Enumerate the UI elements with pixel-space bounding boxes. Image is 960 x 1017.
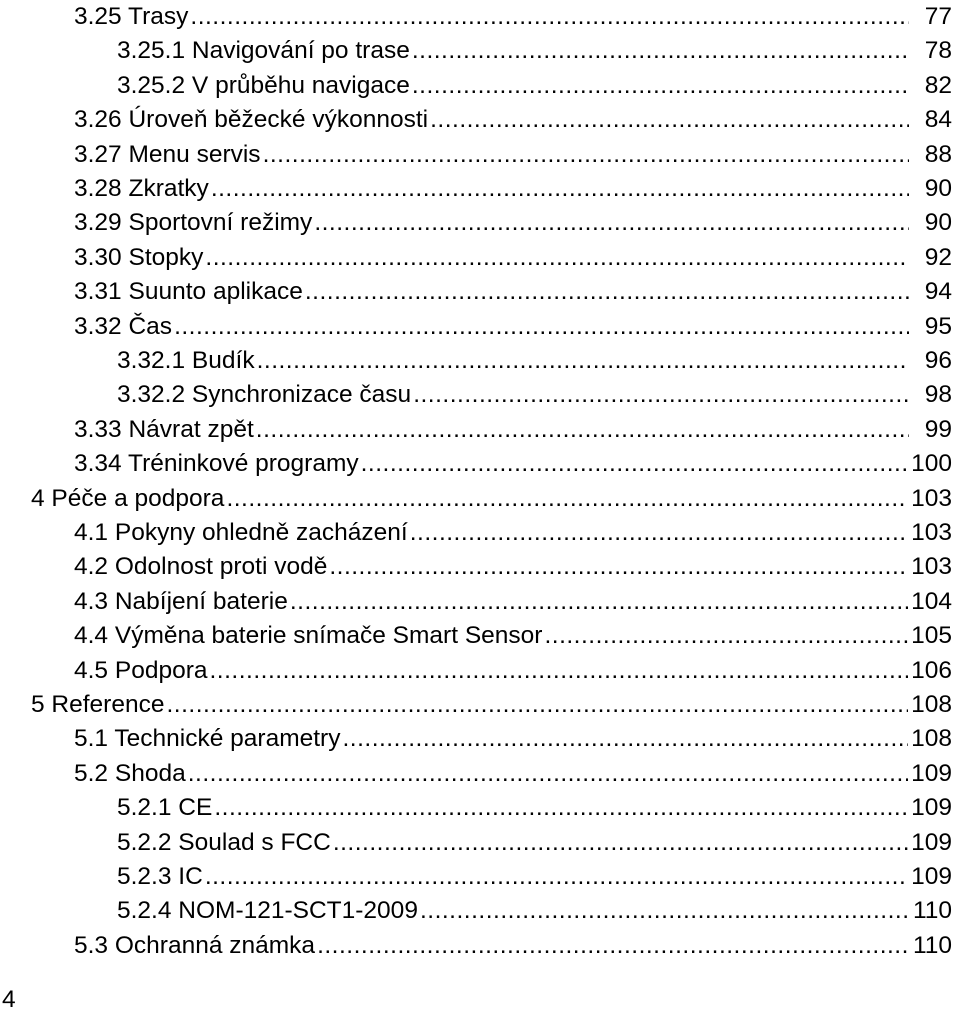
toc-dot-leader xyxy=(205,860,908,894)
toc-entry-page: 109 xyxy=(911,828,952,856)
toc-entry[interactable] xyxy=(74,172,952,206)
toc-entry-title: 3.27 Menu servis xyxy=(74,140,261,168)
toc-entry-title: 5 Reference xyxy=(31,691,165,718)
toc-entry-page: 96 xyxy=(924,347,952,374)
toc-entry[interactable] xyxy=(31,482,952,516)
toc-entry-title: 3.32.1 Budík xyxy=(117,347,255,374)
toc-dot-leader xyxy=(226,482,908,516)
toc-entry-page: 77 xyxy=(924,3,952,30)
toc-entry-title: 3.32 Čas xyxy=(74,312,173,340)
toc-entry[interactable] xyxy=(74,516,952,550)
toc-entry-page: 98 xyxy=(924,381,952,409)
toc-dot-leader xyxy=(412,34,909,68)
toc-entry-page: 82 xyxy=(924,71,952,99)
toc-entry-title: 5.3 Ochranná známka xyxy=(74,931,316,959)
toc-dot-leader xyxy=(214,791,908,825)
toc-dot-leader xyxy=(205,241,909,275)
toc-entry-page: 106 xyxy=(911,656,952,684)
toc-entry-title: 5.1 Technické parametry xyxy=(74,725,341,753)
toc-dot-leader xyxy=(412,69,909,103)
toc-dot-leader xyxy=(174,310,909,344)
toc-dot-leader xyxy=(317,929,909,963)
toc-entry[interactable] xyxy=(117,378,952,412)
toc-entry[interactable] xyxy=(74,138,952,172)
toc-dot-leader xyxy=(329,550,908,584)
toc-entry-page: 99 xyxy=(924,415,952,443)
toc-entry-page: 103 xyxy=(911,553,952,581)
toc-entry-title: 4.1 Pokyny ohledně zacházení xyxy=(74,519,408,546)
toc-entry-page: 109 xyxy=(911,759,952,787)
toc-dot-leader xyxy=(210,654,909,688)
toc-entry[interactable] xyxy=(74,585,952,619)
toc-entry[interactable] xyxy=(74,206,952,240)
toc-entry-title: 4.4 Výměna baterie snímače Smart Sensor xyxy=(74,622,543,650)
page-number: 4 xyxy=(2,986,16,1013)
toc-dot-leader xyxy=(342,722,908,756)
toc-entry[interactable] xyxy=(117,69,952,103)
toc-entry[interactable] xyxy=(74,413,952,447)
toc-entry[interactable] xyxy=(74,722,952,756)
toc-entry-title: 4.2 Odolnost proti vodě xyxy=(74,553,328,581)
toc-dot-leader xyxy=(256,413,909,447)
toc-dot-leader xyxy=(290,585,908,619)
toc-entry[interactable] xyxy=(117,860,952,894)
toc-entry-page: 110 xyxy=(912,931,952,959)
toc-entry-page: 95 xyxy=(924,312,952,340)
toc-dot-leader xyxy=(263,138,909,172)
toc-dot-leader xyxy=(257,344,909,378)
toc-entry-page: 109 xyxy=(911,863,952,890)
toc-entry-title: 3.25.2 V průběhu navigace xyxy=(117,71,410,99)
toc-dot-leader xyxy=(305,275,909,309)
toc-entry-page: 92 xyxy=(924,243,952,271)
toc-entry[interactable] xyxy=(74,654,952,688)
toc-entry-title: 4.5 Podpora xyxy=(74,656,208,684)
toc-entry[interactable] xyxy=(117,344,952,378)
toc-entry-page: 108 xyxy=(911,691,952,718)
toc-entry-title: 5.2 Shoda xyxy=(74,759,186,787)
toc-entry[interactable] xyxy=(31,688,952,722)
toc-entry-title: 3.32.2 Synchronizace času xyxy=(117,381,412,409)
toc-dot-leader xyxy=(544,619,908,653)
toc-dot-leader xyxy=(420,894,909,928)
toc-entry[interactable] xyxy=(74,550,952,584)
toc-entry[interactable] xyxy=(74,447,952,481)
toc-dot-leader xyxy=(333,826,908,860)
toc-dot-leader xyxy=(413,378,909,412)
toc-entry-page: 103 xyxy=(911,519,952,546)
toc-entry-title: 4 Péče a podpora xyxy=(31,484,225,512)
toc-entry-title: 3.26 Úroveň běžecké výkonnosti xyxy=(74,106,429,134)
toc-entry-page: 84 xyxy=(924,106,952,134)
toc-dot-leader xyxy=(188,757,908,791)
toc-dot-leader xyxy=(430,103,909,137)
toc-entry-page: 90 xyxy=(924,175,952,202)
toc-entry-page: 88 xyxy=(924,140,952,168)
toc-entry[interactable] xyxy=(74,103,952,137)
toc-entry-page: 108 xyxy=(911,725,952,753)
toc-entry-title: 5.2.1 CE xyxy=(117,794,213,822)
toc-entry-title: 5.2.2 Soulad s FCC xyxy=(117,828,331,856)
toc-entry-title: 3.25.1 Navigování po trase xyxy=(117,37,410,65)
toc-entry-title: 3.28 Zkratky xyxy=(74,175,209,202)
toc-entry-title: 3.33 Návrat zpět xyxy=(74,415,254,443)
toc-entry[interactable] xyxy=(117,826,952,860)
toc-dot-leader xyxy=(211,172,909,206)
toc-entry-title: 5.2.3 IC xyxy=(117,863,203,890)
toc-entry[interactable] xyxy=(74,241,952,275)
toc-entry-title: 3.30 Stopky xyxy=(74,243,204,271)
toc-entry-page: 104 xyxy=(911,587,952,615)
toc-entry[interactable] xyxy=(74,310,952,344)
toc-dot-leader xyxy=(314,206,909,240)
toc-entry[interactable] xyxy=(117,791,952,825)
toc-entry-title: 4.3 Nabíjení baterie xyxy=(74,587,288,615)
toc-entry-page: 90 xyxy=(924,209,952,237)
toc-entry-page: 109 xyxy=(911,794,952,822)
toc-entry-page: 78 xyxy=(924,37,952,65)
toc-entry[interactable] xyxy=(74,757,952,791)
toc-entry-title: 5.2.4 NOM-121-SCT1-2009 xyxy=(117,897,418,925)
toc-dot-leader xyxy=(190,0,909,34)
toc-entry[interactable] xyxy=(74,619,952,653)
toc-dot-leader xyxy=(361,447,908,481)
toc-entry[interactable] xyxy=(74,0,952,34)
toc-entry-title: 3.25 Trasy xyxy=(74,3,189,30)
toc-dot-leader xyxy=(166,688,908,722)
toc-entry-page: 94 xyxy=(924,278,952,306)
toc-entry-title: 3.29 Sportovní režimy xyxy=(74,209,313,237)
toc-entry[interactable] xyxy=(117,34,952,68)
toc-entry-page: 105 xyxy=(911,622,952,650)
toc-entry-page: 100 xyxy=(911,450,952,478)
toc-entry-page: 103 xyxy=(911,484,952,512)
toc-entry[interactable] xyxy=(74,929,952,963)
toc-dot-leader xyxy=(410,516,908,550)
toc-entry[interactable] xyxy=(74,275,952,309)
toc-entry-title: 3.34 Tréninkové programy xyxy=(74,450,359,478)
toc-entry-page: 110 xyxy=(912,897,952,925)
toc-entry[interactable] xyxy=(117,894,952,928)
toc-entry-title: 3.31 Suunto aplikace xyxy=(74,278,303,306)
